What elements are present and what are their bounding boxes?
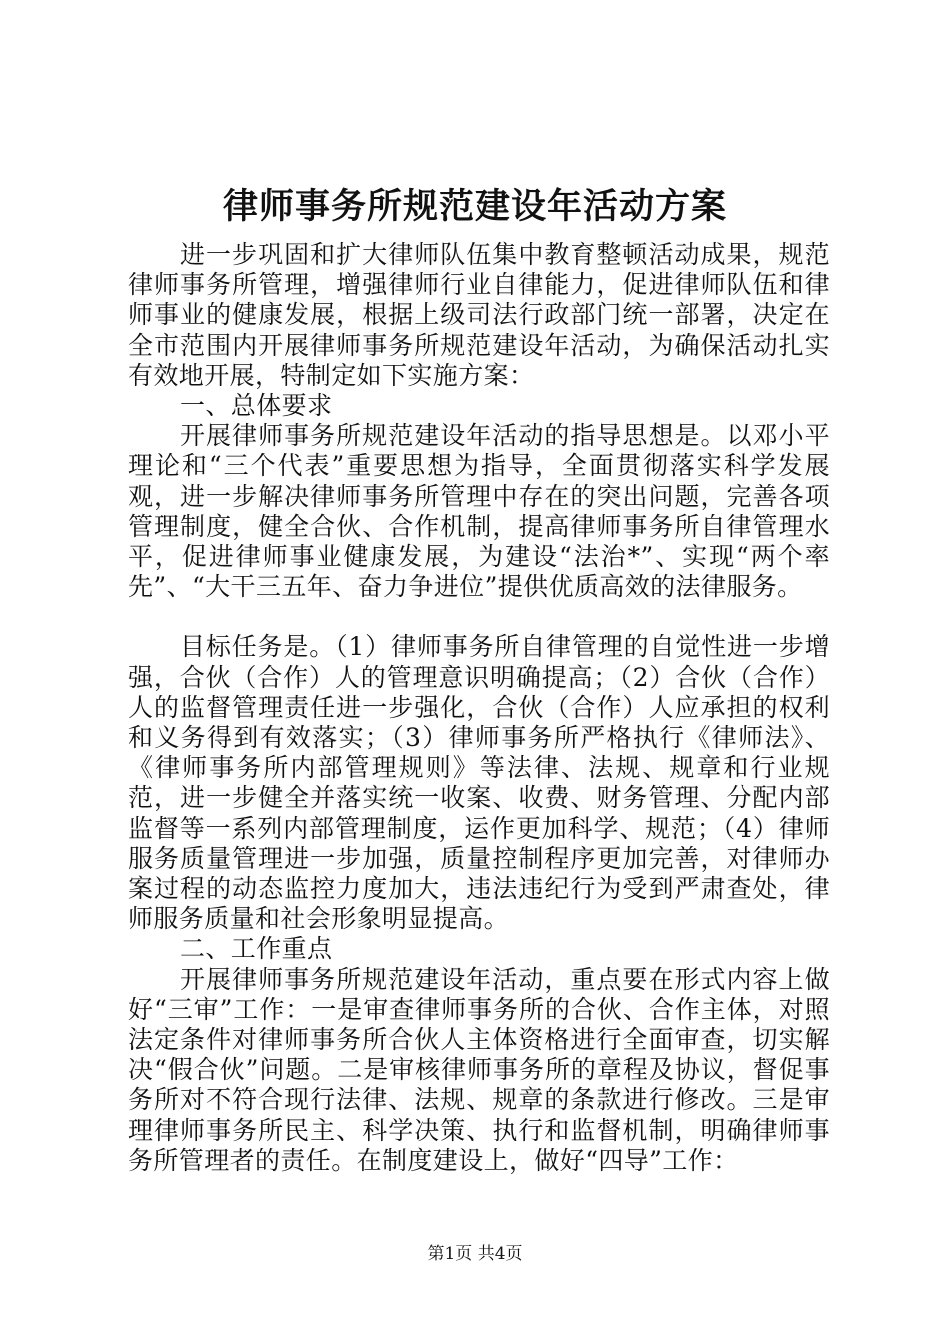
paragraph-spacer bbox=[128, 602, 830, 632]
document-body bbox=[128, 240, 830, 1176]
document-title: 律师事务所规范建设年活动方案 bbox=[222, 186, 727, 227]
goals-tasks-paragraph: 目标任务是。（1）律师事务所自律管理的自觉性进一步增强，合伙（合作）人的管理意识明确提高；（2）合伙（合作）人的监督管理责任进一步强化，合伙（合作）人应承担的权利和义务得到有效落实；（3）律师事务所严格执行《律师法》、《律师事务所内部管理规则》等法律、法规、规章和行业规范，进一步健全并落实统一收案、收费、财务管理、分配内部监督等一系列内部管理制度，运作更加科学、规范；（4）律师服务质量管理进一步加强，质量控制程序更加完善，对律师办案过程的动态监控力度加大，违法违纪行为受到严肃查处，律师服务质量和社会形象明显提高。 bbox=[128, 632, 830, 934]
section-heading-work-focus: 二、工作重点 bbox=[180, 934, 333, 964]
page-number-footer: 第1页 共4页 bbox=[427, 1244, 523, 1264]
guiding-ideology-paragraph: 开展律师事务所规范建设年活动的指导思想是。以邓小平理论和“三个代表”重要思想为指导，全面贯彻落实科学发展观，进一步解决律师事务所管理中存在的突出问题，完善各项管理制度，健全合伙、合作机制，提高律师事务所自律管理水平，促进律师事业健康发展，为建设“法治*”、实现“两个率先”、“大干三五年、奋力争进位”提供优质高效的法律服务。 bbox=[128, 421, 830, 602]
work-focus-paragraph: 开展律师事务所规范建设年活动，重点要在形式内容上做好“三审”工作：一是审查律师事务所的合伙、合作主体，对照法定条件对律师事务所合伙人主体资格进行全面审查，切实解决“假合伙”问题。二是审核律师事务所的章程及协议，督促事务所对不符合现行法律、法规、规章的条款进行修改。三是审理律师事务所民主、科学决策、执行和监督机制，明确律师事务所管理者的责任。在制度建设上，做好“四导”工作： bbox=[128, 964, 830, 1175]
intro-paragraph: 进一步巩固和扩大律师队伍集中教育整顿活动成果，规范律师事务所管理，增强律师行业自律能力，促进律师队伍和律师事业的健康发展，根据上级司法行政部门统一部署，决定在全市范围内开展律师事务所规范建设年活动，为确保活动扎实有效地开展，特制定如下实施方案： bbox=[128, 240, 830, 390]
section-heading-general-requirements: 一、总体要求 bbox=[180, 391, 333, 421]
